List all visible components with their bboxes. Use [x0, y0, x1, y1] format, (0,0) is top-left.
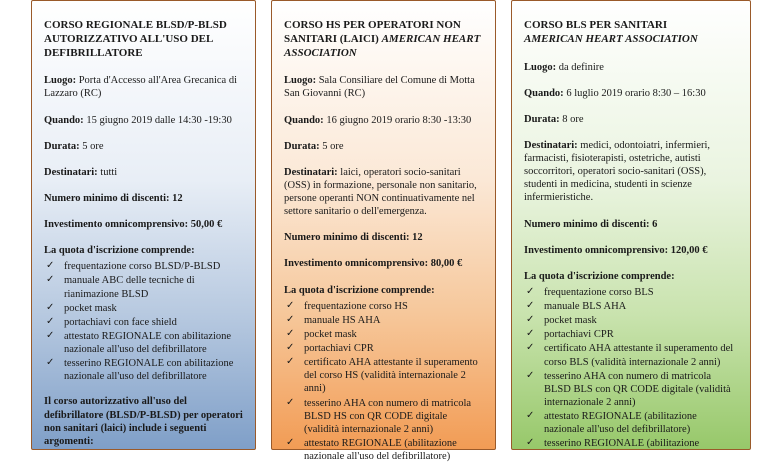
checkmark-icon: ✓ — [286, 436, 295, 448]
list-item: ✓ frequentazione corso BLS — [526, 285, 654, 298]
numero-minimo: Numero minimo di discenti: 12 — [44, 192, 183, 204]
checkmark-icon: ✓ — [286, 342, 295, 353]
list-item: ✓ attestato REGIONALE (abilitazione nazionale all'uso del defibrillatore) — [526, 410, 697, 436]
checkmark-icon: ✓ — [526, 314, 535, 326]
checkmark-icon: ✓ — [286, 327, 295, 339]
list-item: ✓ manuale ABC delle tecniche di rianimazione BLSD — [46, 274, 195, 300]
quota-label: La quota d'iscrizione comprende: — [284, 284, 435, 296]
list-item: ✓ tesserino REGIONALE con abilitazione nazionale all'uso del defibrillatore — [46, 357, 234, 383]
list-item: ✓ attestato REGIONALE (abilitazione nazionale all'uso del defibrillatore) — [286, 436, 457, 462]
checkmark-icon: ✓ — [286, 396, 295, 408]
checkmark-icon: ✓ — [286, 313, 295, 325]
checkmark-icon: ✓ — [46, 301, 55, 313]
quota-list — [44, 260, 243, 383]
course-title: CORSO HS PER OPERATORI NON SANITARI (LAICI) AMERICAN HEART ASSOCIATION — [284, 19, 481, 59]
list-item: ✓ frequentazione corso HS — [286, 299, 408, 312]
checkmark-icon: ✓ — [526, 342, 535, 354]
list-item: ✓ pocket mask — [286, 327, 357, 340]
investimento: Investimento omnicomprensivo: 50,00 € — [44, 219, 223, 230]
checkmark-icon: ✓ — [46, 260, 55, 272]
course-card-bls — [511, 0, 751, 450]
checkmark-icon: ✓ — [526, 285, 535, 297]
checkmark-icon: ✓ — [526, 369, 535, 381]
luogo: Luogo: Porta d'Accesso all'Area Grecanica di Lazzaro (RC) — [44, 75, 238, 100]
checkmark-icon: ✓ — [526, 437, 535, 449]
list-item: ✓ tesserino AHA con numero di matricola BLSD HS con QR CODE digitale (validità internazionale 2 anni) — [286, 396, 472, 435]
quota-label: La quota d'iscrizione comprende: — [44, 245, 195, 257]
checkmark-icon: ✓ — [526, 410, 535, 421]
list-item: ✓ tesserino AHA con numero di matricola BLSD BLS con QR CODE digitale (validità internazionale 2 anni) — [526, 369, 731, 408]
quando: Quando: 16 giugno 2019 orario 8:30 -13:30 — [284, 114, 472, 126]
quota-label: La quota d'iscrizione comprende: — [524, 270, 675, 282]
list-item: ✓ portachiavi CPR — [286, 342, 374, 354]
course-card-blsd — [31, 0, 256, 450]
course-topics-intro: Il corso autorizzativo all'uso del defibrillatore (BLSD/P-BLSD) per operatori non sanitari (laici) include i seguenti argomenti: — [44, 396, 243, 447]
course-title: CORSO REGIONALE BLSD/P-BLSD AUTORIZZATIVO ALL'USO DEL DEFIBRILLATORE — [44, 19, 227, 59]
investimento: Investimento omnicomprensivo: 120,00 € — [524, 244, 708, 256]
list-item: ✓ manuale BLS AHA — [526, 300, 627, 312]
checkmark-icon: ✓ — [526, 300, 535, 311]
destinatari: Destinatari: laici, operatori socio-sanitari (OSS) in formazione, personale non sanitario, persone operanti NON continuativamente nel settore sanitario o dell'emergenza. — [284, 166, 477, 218]
checkmark-icon: ✓ — [46, 329, 55, 341]
quota-list — [524, 286, 738, 451]
list-item: ✓ attestato REGIONALE con abilitazione nazionale all'uso del defibrillatore — [46, 329, 232, 355]
luogo: Luogo: Sala Consiliare del Comune di Motta San Giovanni (RC) — [284, 75, 475, 100]
quando: Quando: 15 giugno 2019 dalle 14:30 -19:30 — [44, 114, 232, 126]
quando: Quando: 6 luglio 2019 orario 8:30 – 16:30 — [524, 87, 706, 99]
durata: Durata: 5 ore — [44, 140, 104, 152]
destinatari: Destinatari: medici, odontoiatri, infermieri, farmacisti, fisioterapisti, ostetriche, autisti soccorritori, operatori socio-sanitari (OSS), studenti in medicina, studenti in scienze infermieristiche. — [524, 139, 711, 204]
list-item: ✓ pocket mask — [46, 301, 117, 314]
checkmark-icon: ✓ — [286, 299, 295, 311]
checkmark-icon: ✓ — [46, 357, 55, 369]
course-title: CORSO BLS PER SANITARI AMERICAN HEART ASSOCIATION — [524, 19, 698, 45]
course-card-hs — [271, 0, 496, 462]
list-item: ✓ certificato AHA attestante il superamento del corso BLS (validità internazionale 2 anni) — [526, 342, 734, 368]
list-item: ✓ manuale HS AHA — [286, 313, 381, 326]
luogo: Luogo: da definire — [524, 61, 604, 73]
list-item: ✓ tesserino REGIONALE (abilitazione — [526, 437, 700, 450]
durata: Durata: 5 ore — [284, 140, 344, 152]
checkmark-icon: ✓ — [286, 356, 295, 368]
numero-minimo: Numero minimo di discenti: 6 — [524, 218, 658, 230]
checkmark-icon: ✓ — [46, 274, 55, 286]
list-item: ✓ pocket mask — [526, 314, 597, 327]
numero-minimo: Numero minimo di discenti: 12 — [284, 232, 423, 244]
checkmark-icon: ✓ — [46, 315, 55, 327]
quota-list — [284, 300, 483, 463]
list-item: ✓ frequentazione corso BLSD/P-BLSD — [46, 260, 221, 273]
destinatari: Destinatari: tutti — [44, 166, 118, 178]
durata: Durata: 8 ore — [524, 113, 584, 125]
list-item: ✓ certificato AHA attestante il superamento del corso HS (validità internazionale 2 anni) — [286, 356, 478, 395]
checkmark-icon: ✓ — [526, 328, 535, 340]
list-item: ✓ portachiavi CPR — [526, 328, 614, 341]
list-item: ✓ portachiavi con face shield — [46, 315, 177, 328]
investimento: Investimento omnicomprensivo: 80,00 € — [284, 258, 463, 270]
